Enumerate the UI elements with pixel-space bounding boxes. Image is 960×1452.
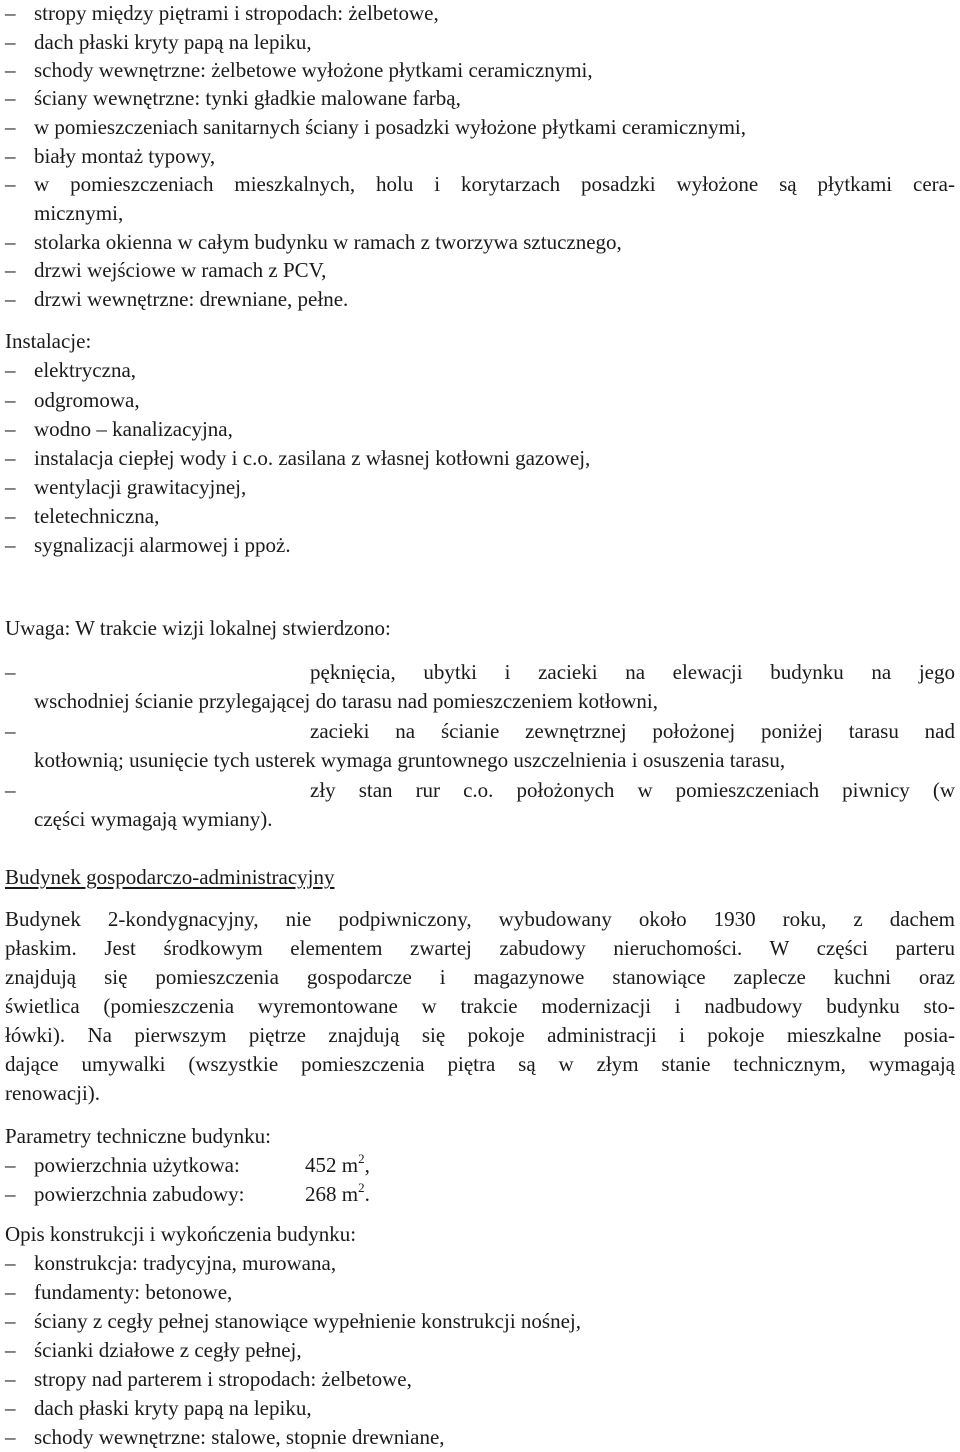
dash-bullet: – — [5, 86, 16, 110]
param-label: powierzchnia zabudowy: — [34, 1182, 245, 1206]
dash-bullet: – — [5, 144, 16, 168]
dash-bullet: – — [5, 358, 16, 382]
dash-bullet: – — [5, 1153, 16, 1177]
dash-bullet: – — [5, 258, 16, 282]
uwaga-item: – zły stan rur c.o. położonych w pomieszczeniach piwnicy (w — [5, 776, 955, 805]
dash-bullet: – — [5, 1251, 16, 1275]
dash-bullet: – — [5, 1425, 16, 1449]
dash-bullet: – — [5, 1, 16, 25]
paragraph-line: znajdują się pomieszczenia gospodarcze i magazynowe stanowiące zaplecze kuchni oraz — [5, 965, 955, 989]
paragraph-line: łówki). Na pierwszym piętrze znajdują się pokoje administracji i pokoje mieszkalne posia- — [5, 1023, 955, 1047]
dash-bullet: – — [5, 1309, 16, 1333]
dash-bullet: – — [5, 533, 16, 557]
dash-bullet: – — [5, 115, 16, 139]
dash-bullet: – — [5, 446, 16, 470]
param-value: 268 $m^2$. — [305, 1180, 370, 1206]
dash-bullet: – — [5, 1338, 16, 1362]
paragraph-line: płaskim. Jest środkowym elementem zwartej zabudowy nieruchomości. W części parteru — [5, 936, 955, 960]
dash-bullet: – — [5, 660, 16, 684]
dash-bullet: – — [5, 172, 16, 196]
dash-bullet: – — [5, 1367, 16, 1391]
dash-bullet: – — [5, 504, 16, 528]
dash-bullet: – — [5, 417, 16, 441]
uwaga-item: – pęknięcia, ubytki i zacieki na elewacji budynku na jego — [5, 658, 955, 687]
paragraph-line: świetlica (pomieszczenia wyremontowane w trakcie modernizacji i nadbudowy budynku sto- — [5, 994, 955, 1018]
dash-bullet: – — [5, 287, 16, 311]
paragraph-line: dające umywalki (wszystkie pomieszczenia piętra są w złym stanie technicznym, wymagają — [5, 1052, 955, 1076]
dash-bullet: – — [5, 475, 16, 499]
dash-bullet: – — [5, 719, 16, 743]
param-label: powierzchnia użytkowa: — [34, 1153, 240, 1177]
dash-bullet: – — [5, 1280, 16, 1304]
dash-bullet: – — [5, 1396, 16, 1420]
uwaga-item: – zacieki na ścianie zewnętrznej położonej poniżej tarasu nad — [5, 717, 955, 746]
list-item: – w pomieszczeniach mieszkalnych, holu i korytarzach posadzki wyłożone są płytkami cera- — [5, 170, 955, 199]
param-value: 452 $m^2$, — [305, 1151, 370, 1177]
dash-bullet: – — [5, 388, 16, 412]
dash-bullet: – — [5, 1182, 16, 1206]
dash-bullet: – — [5, 58, 16, 82]
paragraph-line: Budynek 2-kondygnacyjny, nie podpiwniczony, wybudowany około 1930 roku, z dachem — [5, 907, 955, 931]
dash-bullet: – — [5, 230, 16, 254]
dash-bullet: – — [5, 30, 16, 54]
dash-bullet: – — [5, 778, 16, 802]
